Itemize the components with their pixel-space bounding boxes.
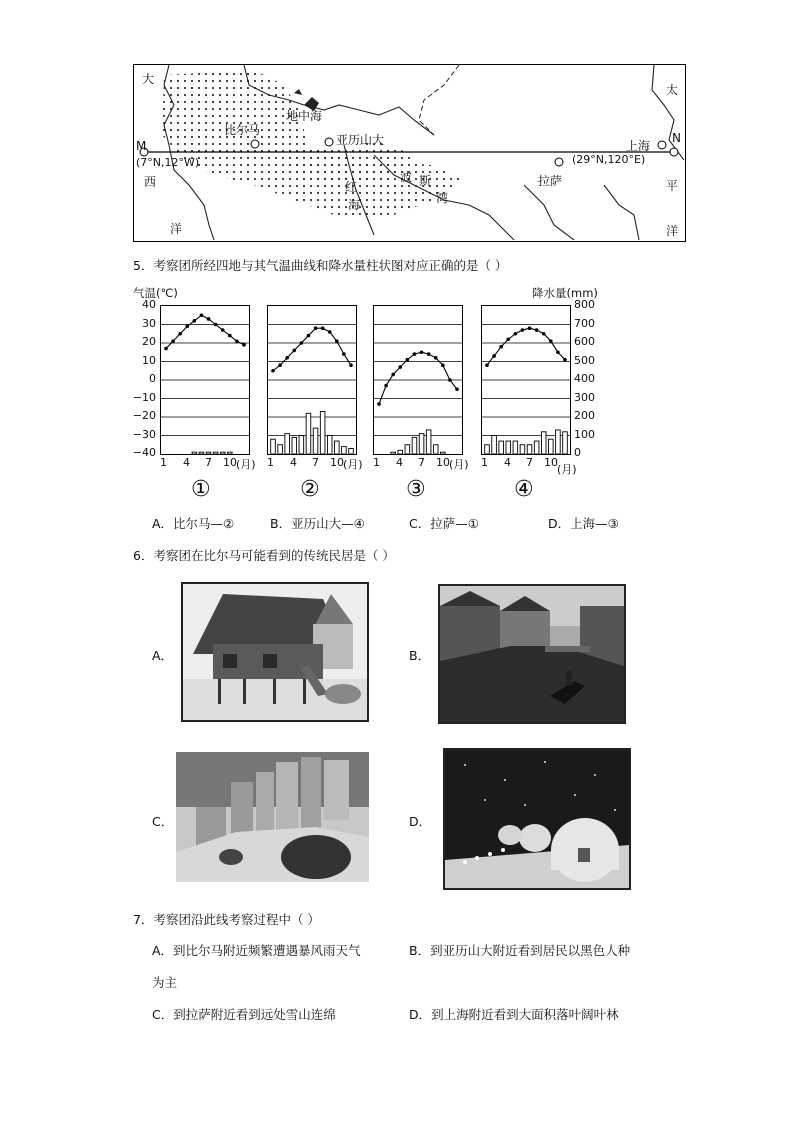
climate-chart-3 [373, 305, 463, 455]
temperature-point [307, 334, 311, 338]
climate-chart-4-plot [482, 306, 570, 454]
temperature-point [434, 356, 438, 360]
temperature-point [207, 317, 211, 321]
map-label-tai: 太 [666, 83, 679, 97]
stilt-house-image [183, 584, 367, 720]
temp-axis-title: 气温(℃) [133, 286, 178, 300]
temperature-point [235, 339, 239, 343]
temp-tick: −10 [132, 391, 156, 404]
map-label-coord-left: (7°N,12°W) [136, 156, 200, 169]
temp-tick: 40 [142, 298, 156, 311]
month-tick: 4 [183, 456, 190, 469]
map-label-da: 大 [142, 72, 155, 86]
precip-bar [419, 434, 424, 454]
map-label-n: N [672, 131, 681, 145]
q6-option-c-label[interactable]: C． [152, 814, 174, 829]
precip-bar [541, 432, 546, 454]
precip-axis-title: 降水量(mm) [532, 286, 598, 300]
temperature-point [391, 373, 395, 377]
month-tick: 7 [418, 456, 425, 469]
temperature-point [427, 352, 431, 356]
temperature-point [563, 358, 567, 362]
month-tick: 7 [526, 456, 533, 469]
month-tick: 1 [267, 456, 274, 469]
month-tick: 10 [223, 456, 237, 469]
temp-tick: 20 [142, 335, 156, 348]
q6-option-b-label[interactable]: B． [409, 648, 431, 663]
temperature-point [499, 345, 503, 349]
precip-bar [412, 437, 417, 454]
temperature-point [214, 323, 218, 327]
temperature-point [328, 330, 332, 334]
q7-stem: 7．考察团沿此线考察过程中（ ） [133, 912, 320, 927]
temp-tick: −30 [132, 428, 156, 441]
temperature-point [271, 369, 275, 373]
map-label-lasa: 拉萨 [538, 174, 563, 188]
q6-option-a-label[interactable]: A． [152, 648, 174, 663]
temperature-point [441, 363, 445, 367]
precip-bar [342, 447, 347, 454]
map-label-hai: 海 [348, 198, 361, 212]
precip-bar [549, 439, 554, 454]
precip-tick: 800 [574, 298, 595, 311]
snow-huts-image [445, 750, 629, 888]
map-label-si: 斯 [419, 174, 432, 188]
map-label-yalishanda: 亚历山大 [336, 133, 385, 147]
temperature-point [171, 339, 175, 343]
chart-label-1: ① [191, 477, 211, 502]
temperature-point [200, 313, 204, 317]
temperature-point [398, 365, 402, 369]
climate-chart-3-plot [374, 306, 462, 454]
precip-bar [499, 441, 504, 454]
temperature-line [166, 315, 244, 348]
precip-bar [320, 411, 325, 454]
precip-bar [349, 448, 354, 454]
climate-chart-2-plot [268, 306, 356, 454]
temperature-line [379, 352, 457, 404]
precip-bar [520, 445, 525, 454]
month-tick: 10 [544, 456, 558, 469]
temp-tick: −40 [132, 446, 156, 459]
temperature-point [300, 341, 304, 345]
temperature-line [487, 328, 565, 365]
q5-stem: 5．考察团所经四地与其气温曲线和降水量柱状图对应正确的是（ ） [133, 258, 508, 273]
precip-bar [306, 413, 311, 454]
precip-bar [527, 445, 532, 454]
chart-label-3: ③ [406, 477, 426, 502]
precip-bar [278, 445, 283, 454]
precip-tick: 0 [574, 446, 581, 459]
temp-tick: 30 [142, 317, 156, 330]
temperature-point [342, 352, 346, 356]
precip-bar [213, 452, 218, 454]
temperature-point [528, 326, 532, 330]
map-label-m: M [136, 139, 147, 153]
q7-option-d[interactable]: D．到上海附近看到大面积落叶阔叶林 [409, 1007, 619, 1022]
precip-bar [299, 436, 304, 455]
precip-bar [192, 452, 197, 454]
temperature-point [420, 350, 424, 354]
q7-option-b[interactable]: B．到亚历山大附近看到居民以黑色人种 [409, 943, 631, 958]
temperature-point [535, 328, 539, 332]
temperature-point [193, 319, 197, 323]
temp-tick: −20 [132, 409, 156, 422]
temperature-point [278, 363, 282, 367]
temperature-point [413, 352, 417, 356]
map-label-bierma: 比尔马 [224, 123, 261, 137]
climate-chart-1 [160, 305, 250, 455]
month-tick: 4 [290, 456, 297, 469]
precip-bar [492, 436, 497, 455]
map-label-xi: 西 [144, 175, 157, 189]
precip-tick: 500 [574, 354, 595, 367]
temperature-point [377, 402, 381, 406]
month-tick: 1 [373, 456, 380, 469]
q5-option-c[interactable]: C．拉萨—① [409, 516, 479, 531]
map-label-bo: 波 [400, 170, 413, 184]
map-label-ping: 平 [666, 179, 679, 193]
precip-bar [313, 428, 318, 454]
precip-bar [534, 441, 539, 454]
map [133, 64, 686, 242]
precip-bar [285, 434, 290, 454]
q6-option-d-label[interactable]: D． [409, 814, 432, 829]
temperature-point [285, 356, 289, 360]
precip-bar [398, 450, 403, 454]
precip-tick: 400 [574, 372, 595, 385]
precip-bar [271, 439, 276, 454]
map-label-yang-right: 洋 [666, 224, 679, 238]
temperature-point [242, 343, 246, 347]
month-tick: 1 [160, 456, 167, 469]
precip-bar [556, 430, 561, 454]
map-label-wan: 湾 [436, 191, 449, 205]
precip-bar [441, 452, 446, 454]
map-label-dizhonghai: 地中海 [286, 109, 323, 123]
q5-option-a[interactable]: A．比尔马—② [152, 516, 235, 531]
mud-towers-image [176, 752, 369, 882]
precip-bar [405, 445, 410, 454]
month-tick: 10 [436, 456, 450, 469]
temperature-point [164, 347, 168, 351]
temperature-point [542, 332, 546, 336]
precip-tick: 300 [574, 391, 595, 404]
photo-mud-towers[interactable] [176, 752, 369, 882]
temperature-point [556, 350, 560, 354]
q7-option-c[interactable]: C．到拉萨附近看到远处雪山连绵 [152, 1007, 336, 1022]
precip-tick: 200 [574, 409, 595, 422]
climate-chart-2 [267, 305, 357, 455]
q7-option-b-continued[interactable]: 为主 [152, 975, 178, 990]
temperature-point [384, 384, 388, 388]
climate-chart-4 [481, 305, 571, 455]
month-unit: (月) [236, 458, 256, 471]
water-town-image [440, 586, 624, 722]
precip-bar [206, 452, 211, 454]
precip-bar [506, 441, 511, 454]
temperature-point [514, 332, 518, 336]
temperature-point [221, 328, 225, 332]
temperature-point [492, 354, 496, 358]
precip-bar [335, 441, 340, 454]
temperature-line [273, 328, 351, 371]
precip-bar [228, 452, 233, 454]
precip-bar [327, 436, 332, 455]
chart-label-2: ② [300, 477, 320, 502]
temperature-point [178, 332, 182, 336]
month-unit: (月) [557, 463, 577, 476]
photo-snow-huts[interactable] [443, 748, 631, 890]
precip-bar [433, 445, 438, 454]
temp-tick: 0 [149, 372, 156, 385]
precip-tick: 700 [574, 317, 595, 330]
temperature-point [314, 326, 318, 330]
month-tick: 4 [396, 456, 403, 469]
precip-bar [563, 432, 568, 454]
temperature-point [549, 339, 553, 343]
temperature-point [506, 338, 510, 342]
precip-bar [220, 452, 225, 454]
precip-bar [199, 452, 204, 454]
photo-water-town[interactable] [438, 584, 626, 724]
q5-option-d[interactable]: D．上海—③ [548, 516, 619, 531]
precip-bar [513, 441, 518, 454]
precip-bar [485, 445, 490, 454]
month-tick: 1 [481, 456, 488, 469]
month-tick: 7 [312, 456, 319, 469]
temperature-point [185, 325, 189, 329]
map-label-shanghai: 上海 [626, 139, 651, 153]
temperature-point [455, 387, 459, 391]
month-tick: 10 [330, 456, 344, 469]
climate-chart-1-plot [161, 306, 249, 454]
temperature-point [406, 358, 410, 362]
map-label-coord-right: (29°N,120°E) [572, 153, 646, 166]
temperature-point [321, 326, 325, 330]
temperature-point [335, 339, 339, 343]
q6-stem: 6．考察团在比尔马可能看到的传统民居是（ ） [133, 548, 395, 563]
month-unit: (月) [449, 458, 469, 471]
photo-stilt-house[interactable] [181, 582, 369, 722]
temp-tick: 10 [142, 354, 156, 367]
temperature-point [521, 328, 525, 332]
precip-bar [292, 437, 297, 454]
q5-option-b[interactable]: B．亚历山大—④ [270, 516, 365, 531]
temperature-point [228, 334, 232, 338]
precip-bar [391, 452, 396, 454]
map-label-hong: 红 [345, 180, 358, 194]
temperature-point [448, 378, 452, 382]
month-tick: 4 [504, 456, 511, 469]
chart-label-4: ④ [514, 477, 534, 502]
map-label-yang-left: 洋 [170, 222, 183, 236]
temperature-point [349, 363, 353, 367]
temperature-point [485, 363, 489, 367]
q7-option-a[interactable]: A．到比尔马附近频繁遭遇暴风雨天气 [152, 943, 361, 958]
precip-tick: 100 [574, 428, 595, 441]
precip-tick: 600 [574, 335, 595, 348]
precip-bar [426, 430, 431, 454]
month-unit: (月) [343, 458, 363, 471]
month-tick: 7 [205, 456, 212, 469]
temperature-point [292, 349, 296, 353]
